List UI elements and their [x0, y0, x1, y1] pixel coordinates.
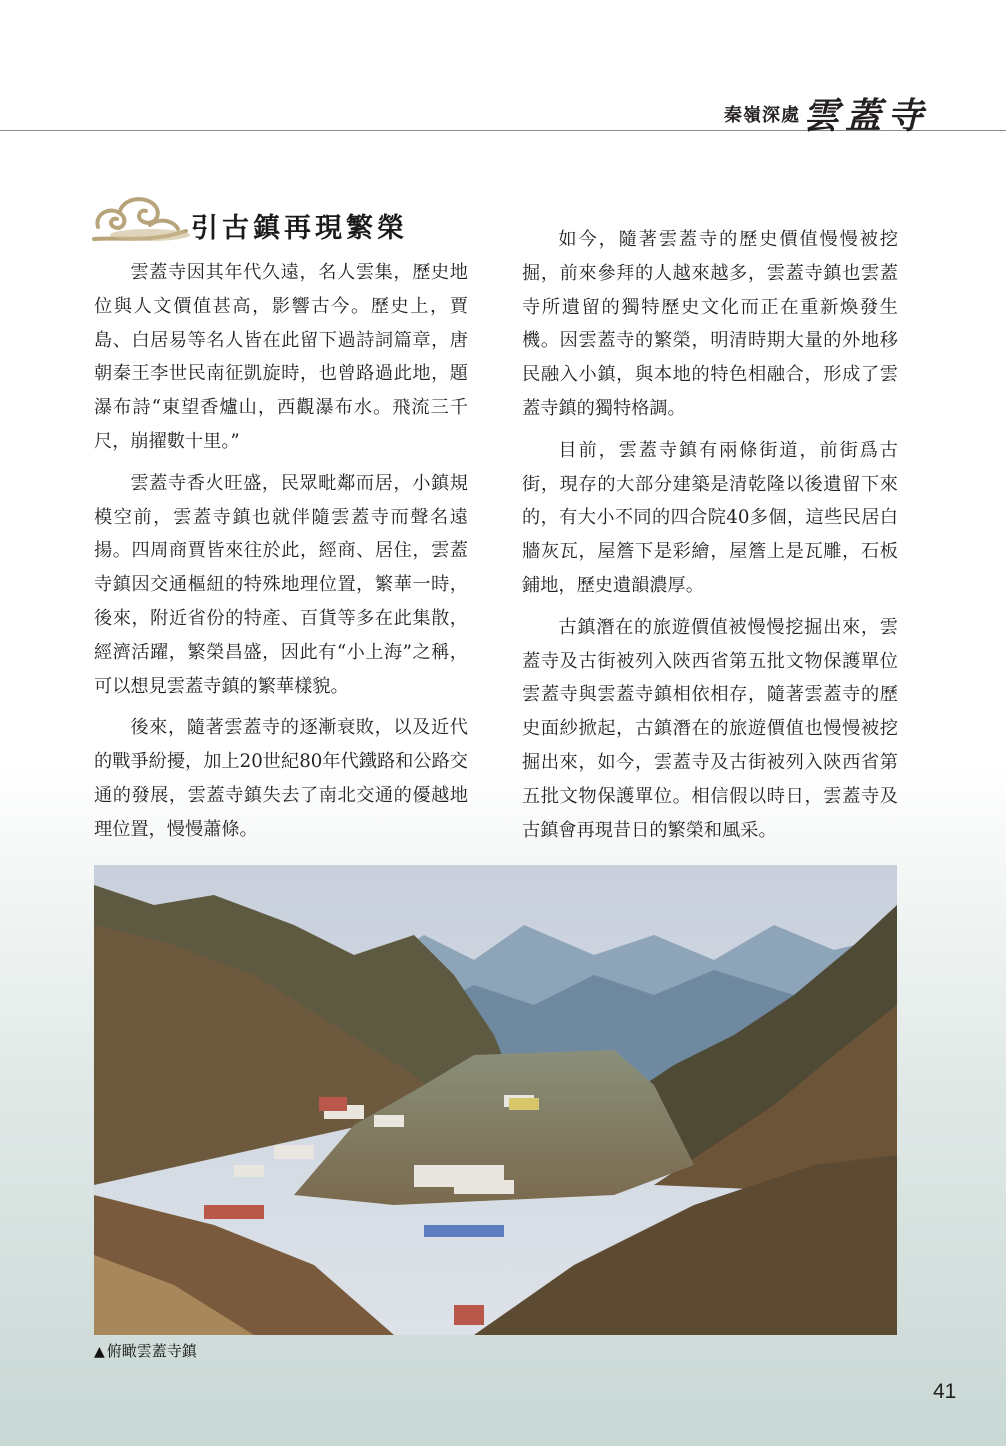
paragraph: 雲蓋寺因其年代久遠，名人雲集，歷史地位與人文價值甚高，影響古今。歷史上，賈島、白居易等名人皆在此留下過詩詞篇章，唐朝秦王李世民南征凱旋時，也曾路過此地，題瀑布詩“東望香爐山，西觀瀑布水。飛流三千尺，崩擢數十里。”: [94, 262, 468, 452]
page-number: 41: [933, 1380, 957, 1403]
section-title: 引古鎮再現繁榮: [191, 213, 408, 244]
triangle-icon: ▲: [94, 1344, 105, 1360]
cloud-ornament-icon: [90, 191, 200, 251]
header-title: 雲蓋寺: [803, 95, 930, 137]
paragraph: 後來，隨著雲蓋寺的逐漸衰敗，以及近代的戰爭紛擾，加上20世紀80年代鐵路和公路交通的發展，雲蓋寺鎮失去了南北交通的優越地理位置，慢慢蕭條。: [94, 717, 468, 840]
paragraph: 古鎮潛在的旅遊價值被慢慢挖掘出來，雲蓋寺及古街被列入陝西省第五批文物保護單位雲蓋寺與雲蓋寺鎮相依相存，隨著雲蓋寺的歷史面紗掀起，古鎮潛在的旅遊價值也慢慢被挖掘出來，如今，雲蓋寺及古街被列入陝西省第五批文物保護單位。相信假以時日，雲蓋寺及古鎮會再現昔日的繁榮和風采。: [522, 616, 898, 841]
caption-text: 俯瞰雲蓋寺鎮: [106, 1342, 197, 1360]
paragraph: 雲蓋寺香火旺盛，民眾毗鄰而居，小鎮規模空前，雲蓋寺鎮也就伴隨雲蓋寺而聲名遠揚。四周商賈皆來往於此，經商、居住，雲蓋寺鎮因交通樞紐的特殊地理位置，繁華一時，後來，附近省份的特產、百貨等多在此集散，經濟活躍，繁榮昌盛，因此有“小上海”之稱，可以想見雲蓋寺鎮的繁華樣貌。: [94, 472, 468, 697]
right-text-column: [522, 223, 898, 855]
paragraph: 如今，隨著雲蓋寺的歷史價值慢慢被挖掘，前來參拜的人越來越多，雲蓋寺鎮也雲蓋寺所遺留的獨特歷史文化而正在重新煥發生機。因雲蓋寺的繁榮，明清時期大量的外地移民融入小鎮，與本地的特色相融合，形成了雲蓋寺鎮的獨特格調。: [522, 229, 898, 419]
paragraph: 目前，雲蓋寺鎮有兩條街道，前街爲古街，現存的大部分建築是清乾隆以後遺留下來的，有大小不同的四合院40多個，這些民居白牆灰瓦，屋簷下是彩繪，屋簷上是瓦雕，石板鋪地，歷史遺韻濃厚。: [522, 439, 898, 596]
left-text-column: [94, 256, 468, 855]
photo-caption: [94, 1340, 197, 1361]
town-aerial-photo: [94, 865, 897, 1335]
header-subtitle: 秦嶺深處: [724, 105, 800, 126]
